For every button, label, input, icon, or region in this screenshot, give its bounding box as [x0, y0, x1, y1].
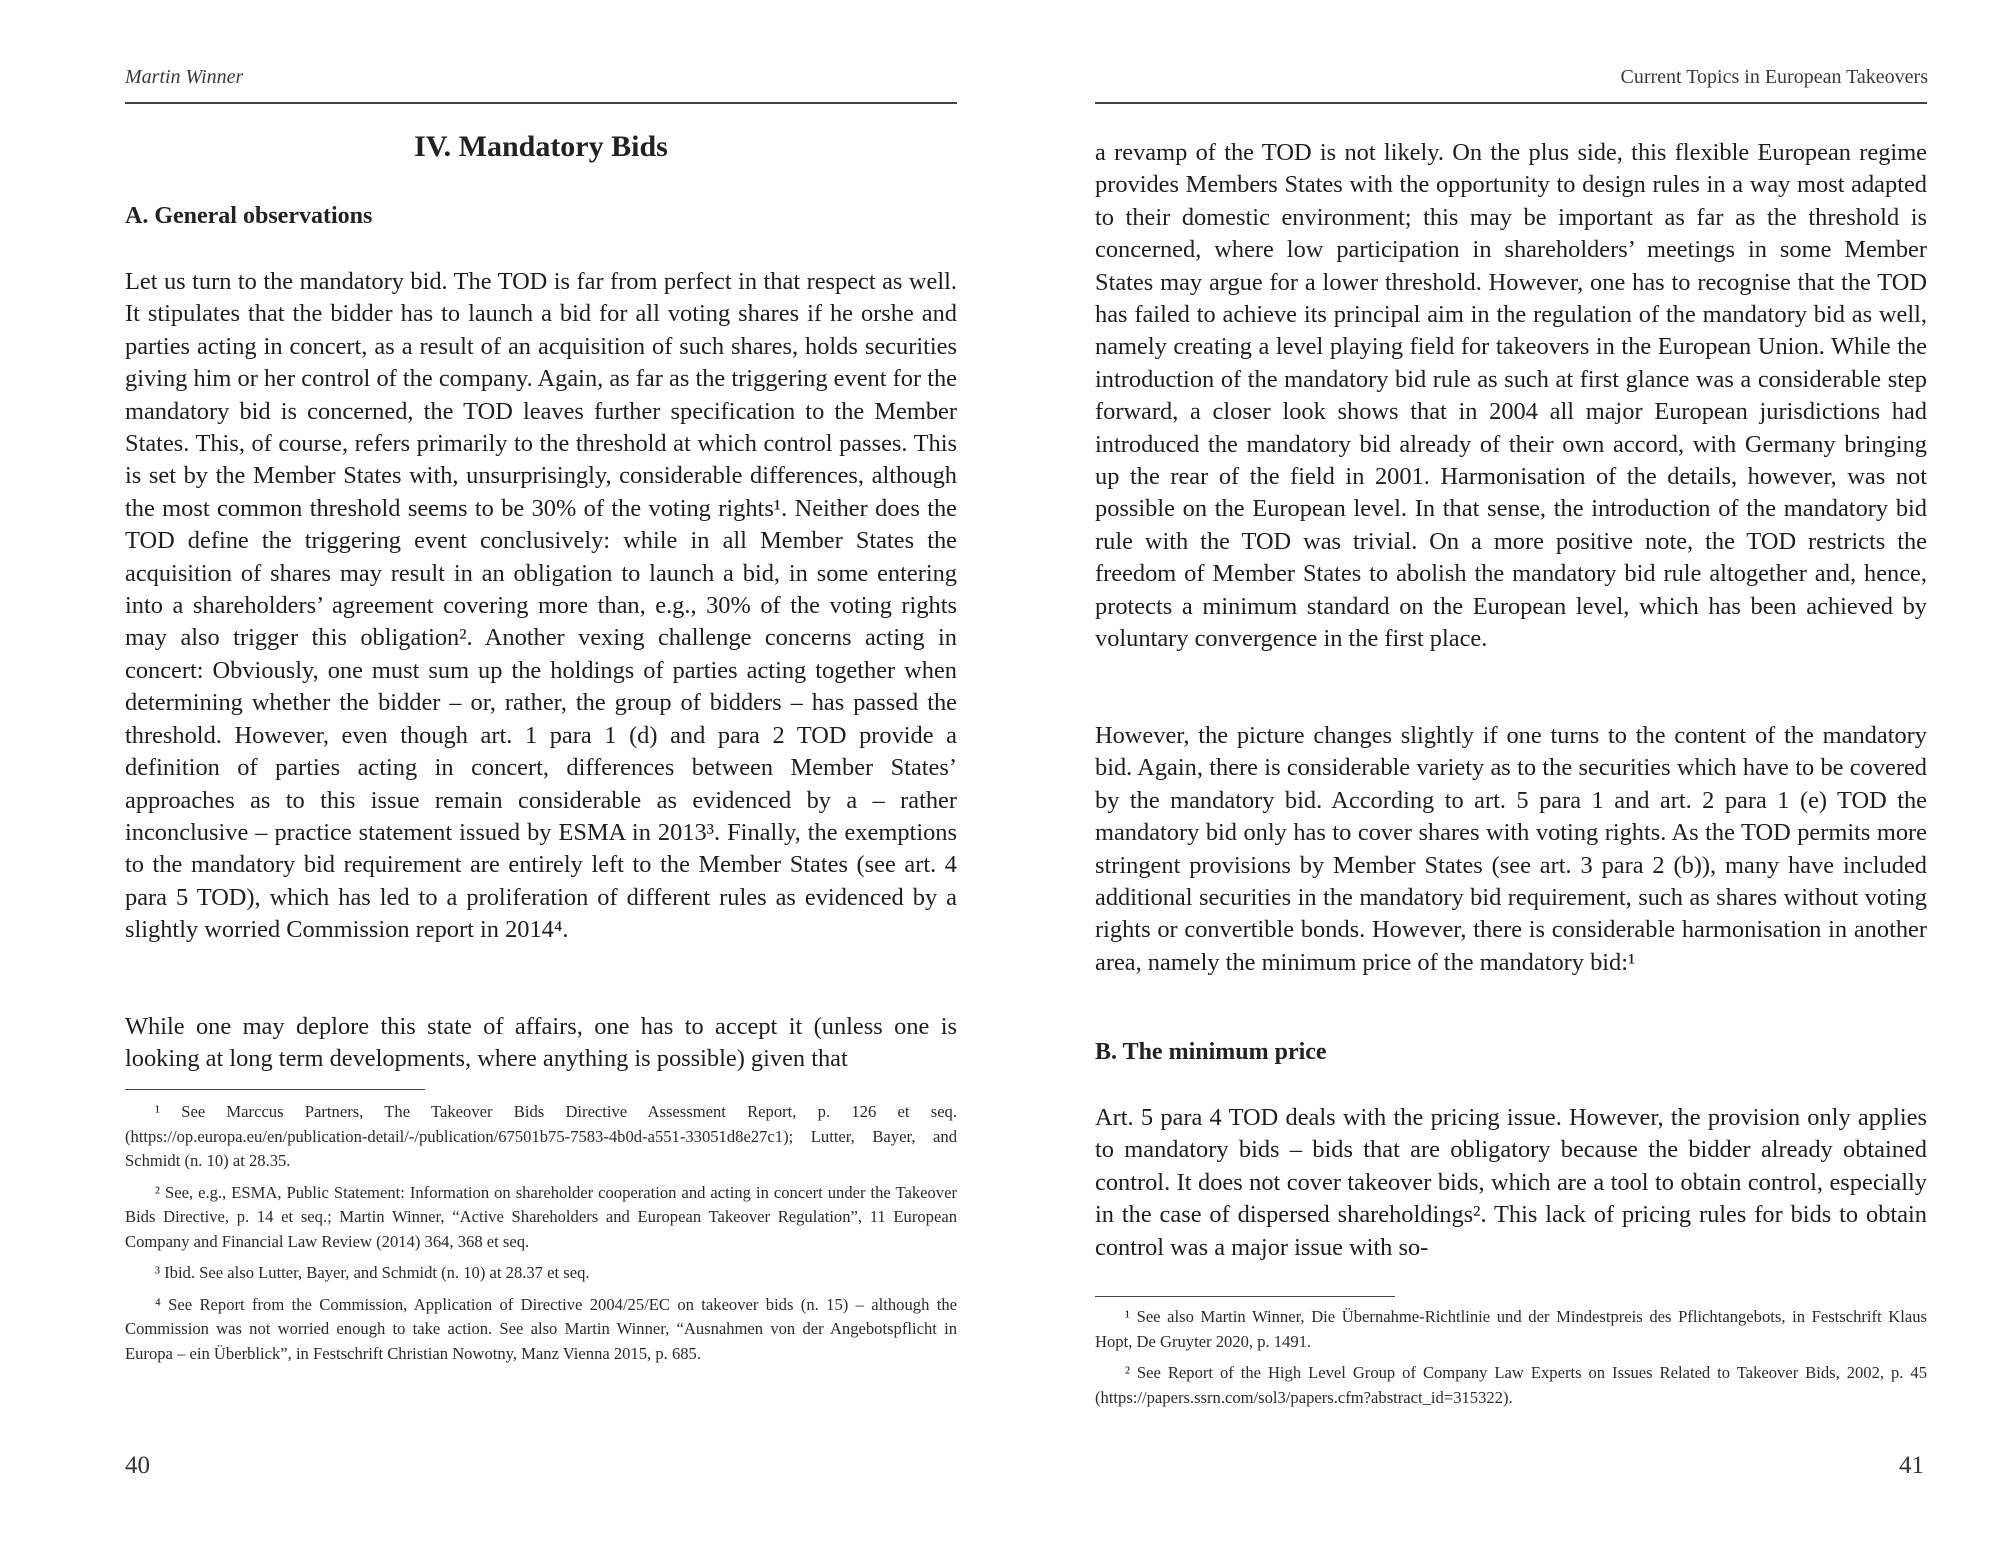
footnote: ² See Report of the High Level Group of Company Law Experts on Issues Related to Takeover Bids, 2002, p. 45 (https://papers.ssrn.com/sol3/papers.cfm?abstract_id=315322). [1095, 1363, 1927, 1407]
footnote: ¹ See also Martin Winner, Die Übernahme-Richtlinie und der Mindestpreis des Pflichtangebots, in Festschrift Klaus Hopt, De Gruyter 2020, p. 1491. [1095, 1307, 1927, 1351]
footnotes [125, 1100, 957, 1373]
running-header: Martin Winner [125, 66, 244, 88]
footnote: ¹ See Marccus Partners, The Takeover Bids Directive Assessment Report, p. 126 et seq. (https://op.europa.eu/en/publication-detail/-/publication/67501b75-7583-4b0d-a551-33051d8e27c1); Lutter, Bayer, and Schmidt (n. 10) at 28.35. [125, 1102, 957, 1170]
footnote: ³ Ibid. See also Lutter, Bayer, and Schmidt (n. 10) at 28.37 et seq. [155, 1263, 590, 1282]
footnote: ² See, e.g., ESMA, Public Statement: Information on shareholder cooperation and acting in concert under the Takeover Bids Directive, p. 14 et seq.; Martin Winner, “Active Shareholders and European Takeover Regulation”, 11 European Company and Financial Law Review (2014) 364, 368 et seq. [125, 1182, 957, 1251]
running-header: Current Topics in European Takeovers [1620, 66, 1928, 88]
subsection-heading: A. General observations [125, 203, 373, 229]
body-paragraph: While one may deplore this state of affairs, one has to accept it (unless one is looking at long term developments, where anything is possible) given that [125, 1013, 957, 1073]
header-rule [1095, 102, 1927, 104]
header-rule [125, 102, 957, 104]
subsection-heading: B. The minimum price [1095, 1039, 1327, 1065]
footnote-rule [125, 1089, 425, 1090]
body-paragraph: Let us turn to the mandatory bid. The TOD is far from perfect in that respect as well. It stipulates that the bidder has to launch a bid for all voting shares if he orshe and parties acting in concert, as a result of an acquisition of such shares, holds securities giving him or her control of the company. Again, as far as the triggering event for the mandatory bid is concerned, the TOD leaves further specification to the Member States. This, of course, refers primarily to the threshold at which control passes. This is set by the Member States with, unsurprisingly, considerable differences, although the most common threshold seems to be 30% of the voting rights¹. Neither does the TOD define the triggering event conclusively: while in all Member States the acquisition of shares may result in an obligation to launch a bid, in some entering into a shareholders’ agreement covering more than, e.g., 30% of the voting rights may also trigger this obligation². Another vexing challenge concerns acting in concert: Obviously, one must sum up the holdings of parties acting together when determining whether the bidder – or, rather, the group of bidders – has passed the threshold. However, even though art. 1 para 1 (d) and para 2 TOD provide a definition of parties acting in concert, differences between Member States’ approaches as to this issue remain considerable as evidenced by a – rather inconclusive – practice statement issued by ESMA in 2013³. Finally, the exemptions to the mandatory bid requirement are entirely left to the Member States (see art. 4 para 5 TOD), which has led to a proliferation of different rules as evidenced by a slightly worried Commission report in 2014⁴. [125, 268, 957, 944]
right-page [1000, 0, 2000, 1568]
body-paragraph: a revamp of the TOD is not likely. On the plus side, this flexible European regime provides Members States with the opportunity to design rules in a way most adapted to their domestic environment; this may be important as far as the threshold is concerned, where low participation in shareholders’ meetings in some Member States may argue for a lower threshold. However, one has to recognise that the TOD has failed to achieve its principal aim in the regulation of the mandatory bid as well, namely creating a level playing field for takeovers in the European Union. While the introduction of the mandatory bid rule as such at first glance was a considerable step forward, a closer look shows that in 2004 all major European jurisdictions had introduced the mandatory bid already of their own accord, with Germany bringing up the rear of the field in 2001. Harmonisation of the details, however, was not possible on the European level. In that sense, the introduction of the mandatory bid rule with the TOD was trivial. On a more positive note, the TOD restricts the freedom of Member States to abolish the mandatory bid rule altogether and, hence, protects a minimum standard on the European level, which has been achieved by voluntary convergence in the first place. [1095, 139, 1927, 653]
page-number: 41 [1899, 1452, 1924, 1479]
footnotes [1095, 1305, 1927, 1417]
footnote: ⁴ See Report from the Commission, Application of Directive 2004/25/EC on takeover bids (n. 15) – although the Commission was not worried enough to take action. See also Martin Winner, “Ausnahmen von der Angebotspflicht in Europa – ein Überblick”, in Festschrift Christian Nowotny, Manz Vienna 2015, p. 685. [125, 1294, 957, 1363]
section-heading: IV. Mandatory Bids [414, 130, 668, 163]
page-number: 40 [125, 1452, 150, 1479]
body-paragraph: Art. 5 para 4 TOD deals with the pricing issue. However, the provision only applies to mandatory bids – bids that are obligatory because the bidder already obtained control. It does not cover takeover bids, which are a tool to obtain control, especially in the case of dispersed shareholdings². This lack of pricing rules for bids to obtain control was a major issue with so- [1095, 1104, 1927, 1261]
footnote-rule [1095, 1296, 1395, 1297]
body-paragraph: However, the picture changes slightly if one turns to the content of the mandatory bid. Again, there is considerable variety as to the securities which have to be covered by the mandatory bid. According to art. 5 para 1 and art. 2 para 1 (e) TOD the mandatory bid only has to cover shares with voting rights. As the TOD permits more stringent provisions by Member States (see art. 3 para 2 (b)), many have included additional securities in the mandatory bid requirement, such as shares without voting rights or convertible bonds. However, there is considerable harmonisation in another area, namely the minimum price of the mandatory bid:¹ [1095, 722, 1927, 976]
